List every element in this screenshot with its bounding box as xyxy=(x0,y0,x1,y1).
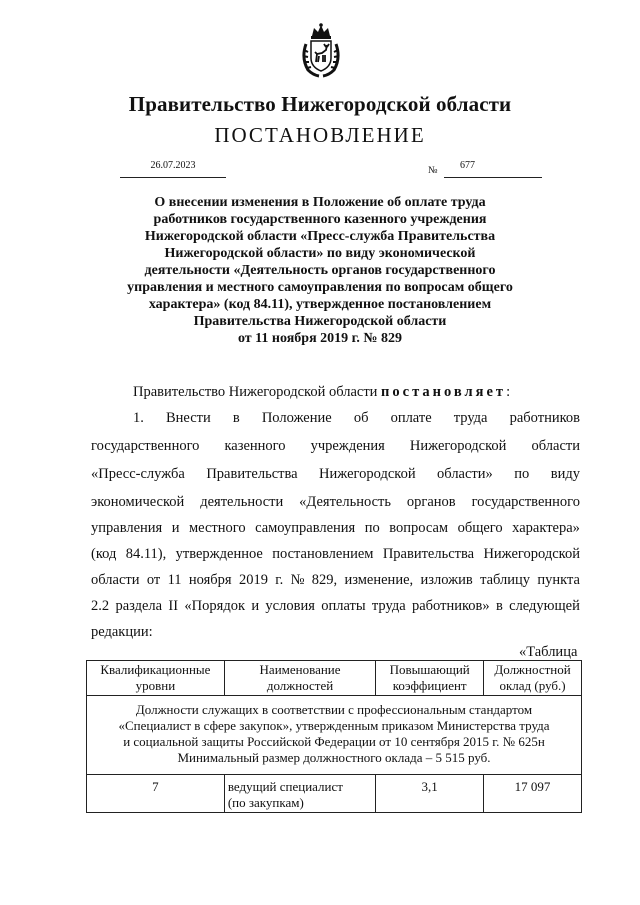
resolution-intro xyxy=(133,384,510,401)
body-word: оплате xyxy=(390,410,432,426)
body-word: государственного xyxy=(471,494,580,510)
body-word: по xyxy=(514,466,530,482)
cell-position xyxy=(224,775,375,813)
body-word: органов xyxy=(406,494,456,510)
body-word: местного xyxy=(188,520,246,536)
header-salary xyxy=(484,661,582,696)
coat-of-arms-icon xyxy=(300,22,342,78)
body-word: управления xyxy=(91,520,163,536)
document-subject xyxy=(110,194,530,347)
body-word: и xyxy=(251,598,260,614)
body-word: и xyxy=(171,520,180,536)
body-word: в xyxy=(232,410,240,426)
body-word: от xyxy=(146,572,161,588)
header-line: Квалификационные xyxy=(100,662,211,677)
group-description xyxy=(87,696,582,775)
body-word: утвержденное xyxy=(175,546,263,562)
body-word: ноября xyxy=(188,572,232,588)
body-word: постановлением xyxy=(272,546,374,562)
body-line xyxy=(91,466,580,483)
subject-line: работников государственного казенного учреждения xyxy=(153,212,487,227)
subject-line: управления и местного самоуправления по вопросам общего xyxy=(127,280,513,295)
body-word: виду xyxy=(550,466,580,482)
body-word: общего xyxy=(457,520,503,536)
body-line xyxy=(91,598,580,615)
header-coefficient xyxy=(376,661,484,696)
intro-decrees: постановляет xyxy=(381,384,507,400)
body-word: самоуправления xyxy=(255,520,356,536)
subject-line: О внесении изменения в Положение об оплате труда xyxy=(154,195,486,210)
body-word: условия xyxy=(265,598,315,614)
body-word: в xyxy=(495,598,503,614)
body-word: Нижегородской xyxy=(483,546,580,562)
document-date: 26.07.2023 xyxy=(120,160,226,178)
group-line: и социальной защиты Российской Федерации от 10 сентября 2015 г. № 625н xyxy=(123,734,545,749)
body-line xyxy=(91,572,580,589)
header-levels xyxy=(87,661,225,696)
body-word: 2019 xyxy=(238,572,268,588)
document-number-value: 677 xyxy=(460,160,475,171)
subject-line: характера» (код 84.11), утвержденное постановлением xyxy=(148,297,492,312)
body-word: Положение xyxy=(261,410,332,426)
header-line: Повышающий xyxy=(389,662,470,677)
body-word: Нижегородской xyxy=(319,466,416,482)
body-word: труда xyxy=(371,598,406,614)
body-word: (код xyxy=(91,546,117,562)
body-word: государственного xyxy=(91,438,200,454)
body-word: казенного xyxy=(224,438,286,454)
body-word: по xyxy=(364,520,380,536)
body-line xyxy=(91,520,580,537)
body-word: учреждения xyxy=(310,438,385,454)
subject-line: Нижегородской области «Пресс-служба Правительства xyxy=(144,229,496,244)
group-line: Должности служащих в соответствии с профессиональным стандартом xyxy=(135,702,533,717)
cell-coefficient: 3,1 xyxy=(376,775,484,813)
body-word: раздела xyxy=(115,598,163,614)
body-line xyxy=(133,410,580,427)
body-word: 2.2 xyxy=(91,598,110,614)
header-line: Наименование xyxy=(259,662,341,677)
subject-line: Нижегородской области» по виду экономической xyxy=(164,246,476,261)
body-word: II xyxy=(168,598,179,614)
body-word: области» xyxy=(437,466,493,482)
document-number xyxy=(444,160,542,178)
body-word: работников xyxy=(509,410,580,426)
body-word: работников» xyxy=(411,598,490,614)
header-line: Должностной xyxy=(494,662,571,677)
header-line: оклад (руб.) xyxy=(499,678,566,693)
government-title: Правительство Нижегородской области xyxy=(128,92,512,116)
subject-line: от 11 ноября 2019 г. № 829 xyxy=(237,331,402,346)
intro-suffix: : xyxy=(506,384,511,400)
body-word: № xyxy=(290,572,305,588)
body-word: экономической xyxy=(91,494,185,510)
body-word: Правительства xyxy=(382,546,475,562)
body-line xyxy=(91,438,580,455)
position-line: (по закупкам) xyxy=(227,795,304,810)
body-word: Правительства xyxy=(206,466,298,482)
header-positions xyxy=(224,661,375,696)
table-group-row xyxy=(87,696,582,775)
header-line: коэффициент xyxy=(392,678,467,693)
header-line: уровни xyxy=(135,678,176,693)
subject-line: деятельности «Деятельность органов государственного xyxy=(144,263,496,278)
body-word: деятельности xyxy=(200,494,284,510)
body-line xyxy=(91,494,580,511)
cell-level: 7 xyxy=(87,775,225,813)
body-word: таблицу xyxy=(480,572,531,588)
body-word: оплаты xyxy=(321,598,366,614)
subject-line: Правительства Нижегородской области xyxy=(193,314,447,329)
body-word: 84.11), xyxy=(125,546,167,562)
body-word: труда xyxy=(453,410,488,426)
body-word: 829, xyxy=(311,572,338,588)
body-word: изложив xyxy=(420,572,473,588)
body-word: Нижегородской xyxy=(409,438,507,454)
group-line: Минимальный размер должностного оклада – 5 515 руб. xyxy=(177,750,491,765)
body-word: следующей xyxy=(509,598,580,614)
body-word: 11 xyxy=(167,572,182,588)
header-line: должностей xyxy=(266,678,334,693)
position-line: ведущий специалист xyxy=(227,779,343,794)
body-word: г. xyxy=(275,572,284,588)
body-word: характера» xyxy=(512,520,580,536)
body-word: 1. xyxy=(133,410,144,426)
body-word: пункта xyxy=(537,572,580,588)
body-word: области xyxy=(531,438,580,454)
intro-prefix: Правительство Нижегородской области xyxy=(133,384,382,400)
body-word: об xyxy=(353,410,369,426)
body-line xyxy=(91,546,580,563)
salary-table xyxy=(86,660,582,813)
body-word: изменение, xyxy=(344,572,414,588)
document-type: ПОСТАНОВЛЕНИЕ xyxy=(214,123,426,147)
number-sign: № xyxy=(428,165,438,176)
group-line: «Специалист в сфере закупок», утвержденным приказом Министерства труда xyxy=(118,718,550,733)
body-word: области xyxy=(91,572,140,588)
body-word: «Порядок xyxy=(184,598,245,614)
table-header-row xyxy=(87,661,582,696)
body-word: Внести xyxy=(165,410,211,426)
table-caption: «Таблица xyxy=(519,644,578,660)
body-line-last: редакции: xyxy=(91,624,153,640)
table-row xyxy=(87,775,582,813)
body-word: вопросам xyxy=(389,520,449,536)
cell-salary: 17 097 xyxy=(484,775,582,813)
body-word: «Пресс-служба xyxy=(91,466,185,482)
body-word: «Деятельность xyxy=(299,494,391,510)
